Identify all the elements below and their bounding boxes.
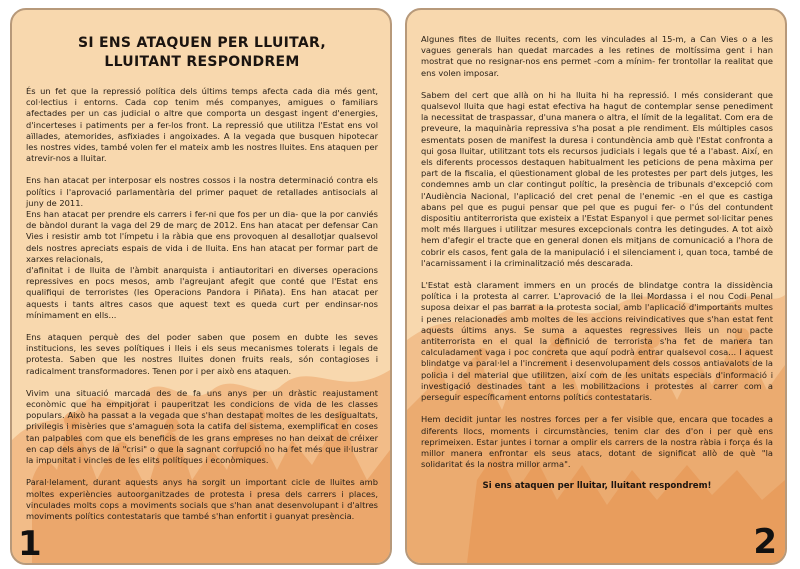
left-page-content xyxy=(12,34,390,522)
right-page-content xyxy=(407,34,785,491)
paragraph: L'Estat està clarament immers en un procés de blindatge contra la dissidència política i la protesta al carrer. L'aprovació de la llei Mordassa i el nou Codi Penal suposa deixar el pas barrat a la protesta social, amb l'aplicació d'importants multes i penes relacionades amb moltes de les accions reivindicatives que s'han estat fent aquests últims anys. Se suma a aquestes regressives lleis un nou pacte antiterrorista en el qual la definició de terrorista s'ha fet de manera tan calculadament vaga i poc concreta que aquí podrà entrar qualsevol cosa... I aquest blindatge va paral·lel a l'increment i desenvolupament dels cossos antiavalots de la policia i del material que utilitzen, així com de les unitats especials d'informació i investigació destinades tant a les mobilitzacions i protestes al carrer com a perseguir específicament entorns polítics contestataris. xyxy=(421,280,776,403)
paragraph: Ens han atacat per interposar els nostres cossos i la nostra determinació contra els polítics i l'aprovació parlamentària del primer paquet de retallades antisocials al juny de 2011. Ens han atacat per prendre els carrers i fer-ni que fos per un dia- que la por canviés de bàndol durant la vaga del 29 de març de 2012. Ens han atacat per defensar Can Vies i resistir amb tot l'ímpetu i la ràbia que ens provoquen al desallotjar qualsevol dels nostres apreciats espais de vida i de lluita. Ens han atacat per formar part de xarxes relacionals, d'afinitat i de lluita de l'àmbit anarquista i antiautoritari en diverses operacions repressives en pocs mesos, amb l'agreujant afegit que conté que l'Estat ens qualifiqui de terroristes (les Operacions Pandora i Piñata). Ens han atacat per aquests i tants altres casos que aquest text es queda curt per endinsar-nos mínimament en ells... xyxy=(26,175,378,320)
page-number: 2 xyxy=(753,522,777,562)
page-number: 1 xyxy=(18,524,42,564)
paragraph: Paral·lelament, durant aquests anys ha sorgit un important cicle de lluites amb moltes experiències autoorganitzades de protesta i presa dels carrers i places, vinculades molts cops a moviments socials que s'han anat desenvolupant i d'altres moviments polítics contestataris que també s'han enfortit i guanyat presència. xyxy=(26,477,381,521)
paragraph: Vivim una situació marcada des de fa uns anys per un dràstic reajustament econòmic que ha empitjorat i pauperitzat les condicions de vida de les classes populars. Això ha passat a la vegada que s'han destapat moltes de les desigualtats, privilegis i misèries que s'amaguen sota la catifa del sistema, exemplificat en coses tan palpables com que els beneficis de les grans empreses no han deixat de créixer en cap dels anys de la "crisi" o que la sagnant corrupció no ha fet més que il·lustrar la impunitat i vincles de les elits polítiques i econòmiques. xyxy=(26,387,381,466)
left-page xyxy=(10,8,392,565)
paragraph: Hem decidit juntar les nostres forces per a fer visible que, encara que tocades a diferents llocs, moments i circumstàncies, tenim clar des d'on i per què ens reprimeixen. Estar juntes i tornar a omplir els carrers de la nostra ràbia i força és la millor manera enfrontar els seus atacs, dotant de significat allò de què "la solidaritat és la nostra millor arma". xyxy=(421,414,776,470)
paragraph: És un fet que la repressió política dels últims temps afecta cada dia més gent, col·lectius i entorns. Cada cop tenim més companyes, amigues o familiars afectades per un cas judicial o altre que comporta un desgast ingent d'energies, d'incerteses i patiments per a fer-los front. La repressió que utilitza l'Estat ens vol aïllades, atemorides, asfixiades i angoixades. A la vegada que busquen hipotecar les nostres vides, també volen fer el mateix amb les nostres lluites. Ens ataquen per atrevir-nos a lluitar. xyxy=(26,86,381,164)
closing-slogan: Si ens ataquen per lluitar, lluitant respondrem! xyxy=(482,481,712,492)
title-line-1: SI ENS ATAQUEN PER LLUITAR, xyxy=(77,35,327,51)
paragraph: Ens ataquen perquè des del poder saben que posem en dubte les seves institucions, les seves polítiques i lleis i els seus mecanismes tolerats i legals de protesta. Saben que les nostres lluites donen fruits reals, són contagioses i radicalment transformadores. Tenen por i per això ens ataquen. xyxy=(26,332,381,376)
page-title xyxy=(26,34,378,72)
paragraph: Sabem del cert que allà on hi ha lluita hi ha repressió. I més considerant que qualsevol lluita que hagi estat efectiva ha hagut de contemplar sense penediment la necessitat de traspassar, d'una manera o altra, el límit de la legalitat. Com era de preveure, la maquinària repressiva s'ha posat a ple rendiment. Els múltiples casos esmentats posen de manifest la duresa i contundència amb què l'Estat confronta a qui gosa lluitar, utilitzant tots els recursos judicials i legals que té a l'abast. Així, en els diferents processos destaquen habitualment les peticions de pena màxima per part de la fiscalia, el qüestionament global de les protestes per part dels jutges, les condemnes amb un clar contingut polític, la presència de tribunals d'excepció com l'Audiència Nacional, l'aplicació del cret penal de l'enemic -en el que es castiga abans pel que es pugui pensar que pel que es pugui fer- o l'ús del contundent dispositiu antiterrorista que existeix a l'Estat Espanyol i que permet sol·licitar penes molt més llargues i utilitzar mesures excepcionals contra les detingudes. A tot això hem d'afegir el tracte que en general donen els mitjans de comunicació a l'hora de cobrir els casos, fent gala de la manipulació i el silenciament i, quan toca, també de l'acarnissament i la criminalització més descarada. xyxy=(421,89,776,268)
right-page xyxy=(405,8,787,565)
paragraph: Algunes fites de lluites recents, com les vinculades al 15-m, a Can Vies o a les vagues generals han quedat marcades a les retines de moltíssima gent i han mostrat que no resignar-nos ens permet -com a mínim- fer trontollar la realitat que ens volen imposar. xyxy=(421,34,776,78)
title-line-2: LLUITANT RESPONDREM xyxy=(104,54,300,70)
